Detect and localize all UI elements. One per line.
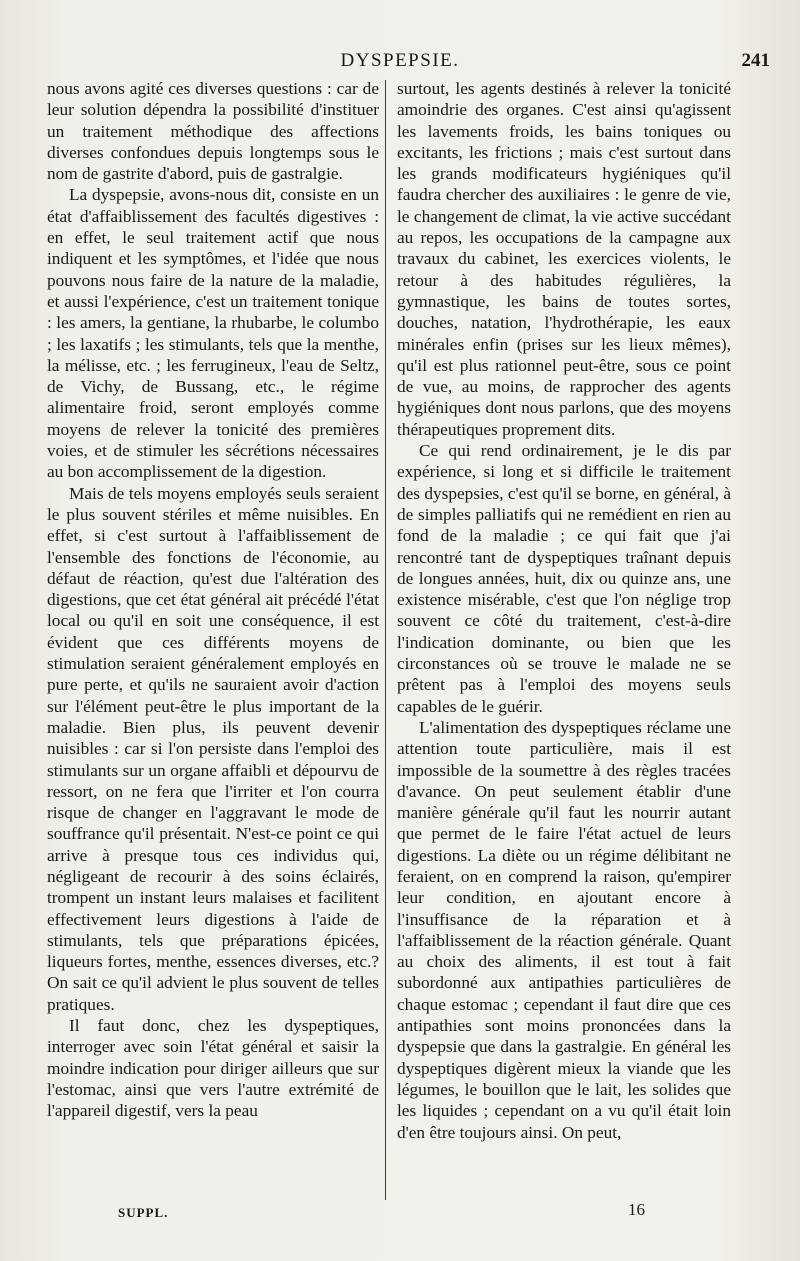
paragraph: Il faut donc, chez les dyspeptiques, interroger avec soin l'état général et saisir la moindre indication pour diriger ailleurs que sur l'estomac, ainsi que vers l'autre extrémité de l'appareil digestif, vers la peau	[47, 1016, 379, 1121]
column-divider	[385, 80, 386, 1200]
right-column	[397, 78, 731, 1143]
signature-mark: SUPPL.	[118, 1205, 169, 1220]
paragraph: Ce qui rend ordinairement, je le dis par expérience, si long et si difficile le traitement des dyspepsies, c'est qu'il se borne, en général, à de simples palliatifs qui ne remédient en rien au fond de la maladie ; ce qui fait que j'ai rencontré tant de dyspeptiques traînant depuis de longues années, huit, dix ou quinze ans, une existence misérable, c'est que l'on néglige trop souvent ce côté du traitement, c'est-à-dire l'indication dominante, ou bien que les circonstances où se trouve le malade ne se prêtent pas à l'emploi des moyens seuls capables de le guérir.	[397, 441, 731, 716]
paragraph: Mais de tels moyens employés seuls seraient le plus souvent stériles et même nuisibles. En effet, si c'est surtout à l'affaiblissement de l'ensemble des fonctions de l'économie, au défaut de réaction, qu'est due l'altération des digestions, que cet état général ait précédé l'état local ou qu'il en soit une conséquence, il est évident que ces différents moyens de stimulation seraient généralement employés en pure perte, et qu'ils ne sauraient avoir d'action sur l'élément peut-être le plus important de la maladie. Bien plus, ils peuvent devenir nuisibles : car si l'on persiste dans l'emploi des stimulants sur un organe affaibli et dépourvu de ressort, on ne fera que l'irriter et l'on courra risque de changer en l'aggravant le mode de souffrance qu'il présentait. N'est-ce point ce qui arrive à presque tous ces individus qui, négligeant de recourir à des soins éclairés, trompent un instant leurs malaises et facilitent effectivement leurs digestions à l'aide de stimulants, tels que préparations épicées, liqueurs fortes, menthe, essences diverses, etc.? On sait ce qu'il advient le plus souvent de telles pratiques.	[47, 483, 379, 1014]
paragraph: surtout, les agents destinés à relever la tonicité amoindrie des organes. C'est ainsi qu'agissent les lavements froids, les bains toniques ou excitants, les frictions ; mais c'est surtout dans les grands modificateurs hygiéniques qu'il faudra chercher des auxiliaires : le genre de vie, le changement de climat, la vie active succédant au repos, les occupations de la campagne aux travaux du cabinet, les exercices violents, le retour à des habitudes régulières, la gymnastique, les bains de toutes sortes, douches, natation, l'hydrothérapie, les eaux minérales enfin (prises sur les lieux mêmes), qu'il est plus rationnel peut-être, sous ce point de vue, au moins, de rapprocher des agents hygiéniques dont nous parlons, que des moyens thérapeutiques proprement dits.	[397, 79, 731, 439]
paragraph: L'alimentation des dyspeptiques réclame une attention toute particulière, mais il est impossible de la soumettre à des règles tracées d'avance. On peut seulement établir d'une manière générale qu'il faut les nourrir autant que permet de le faire l'état actuel de leurs digestions. La diète ou un régime délibitant ne feraient, on en comprend la raison, qu'empirer leur condition, en ajoutant encore à l'insuffisance de la réparation et à l'affaiblissement de la réaction générale. Quant au choix des aliments, il est tout à fait subordonné aux antipathies particulières de chaque estomac ; cependant il faut dire que ces antipathies sont moins prononcées dans la dyspepsie que dans la gastralgie. En général les dyspeptiques digèrent mieux la viande que les légumes, le bouillon que le lait, les solides que les liquides ; cependant on a vu qu'il était loin d'en être toujours ainsi. On peut,	[397, 717, 731, 1142]
left-column	[47, 78, 379, 1122]
paragraph: La dyspepsie, avons-nous dit, consiste en un état d'affaiblissement des facultés digestives : en effet, le seul traitement actif que nous indiquent et les symptômes, et l'idée que nous pouvons nous faire de la nature de la maladie, et aussi l'expérience, c'est un traitement tonique : les amers, la gentiane, la rhubarbe, le columbo ; les laxatifs ; les stimulants, tels que la menthe, la mélisse, etc. ; les ferrugineux, l'eau de Seltz, de Vichy, de Bussang, etc., le régime alimentaire froid, seront employés comme moyens de relever la tonicité des premières voies, et de stimuler les sécrétions nécessaires au bon accomplissement de la digestion.	[47, 185, 379, 482]
running-title: DYSPEPSIE.	[340, 50, 460, 71]
sheet-number: 16	[628, 1200, 645, 1219]
page-number: 241	[741, 50, 770, 71]
paragraph: nous avons agité ces diverses questions : car de leur solution dépendra la possibilité d'instituer un traitement méthodique des affections diverses confondues depuis longtemps sous le nom de gastrite d'abord, puis de gastralgie.	[47, 79, 379, 184]
